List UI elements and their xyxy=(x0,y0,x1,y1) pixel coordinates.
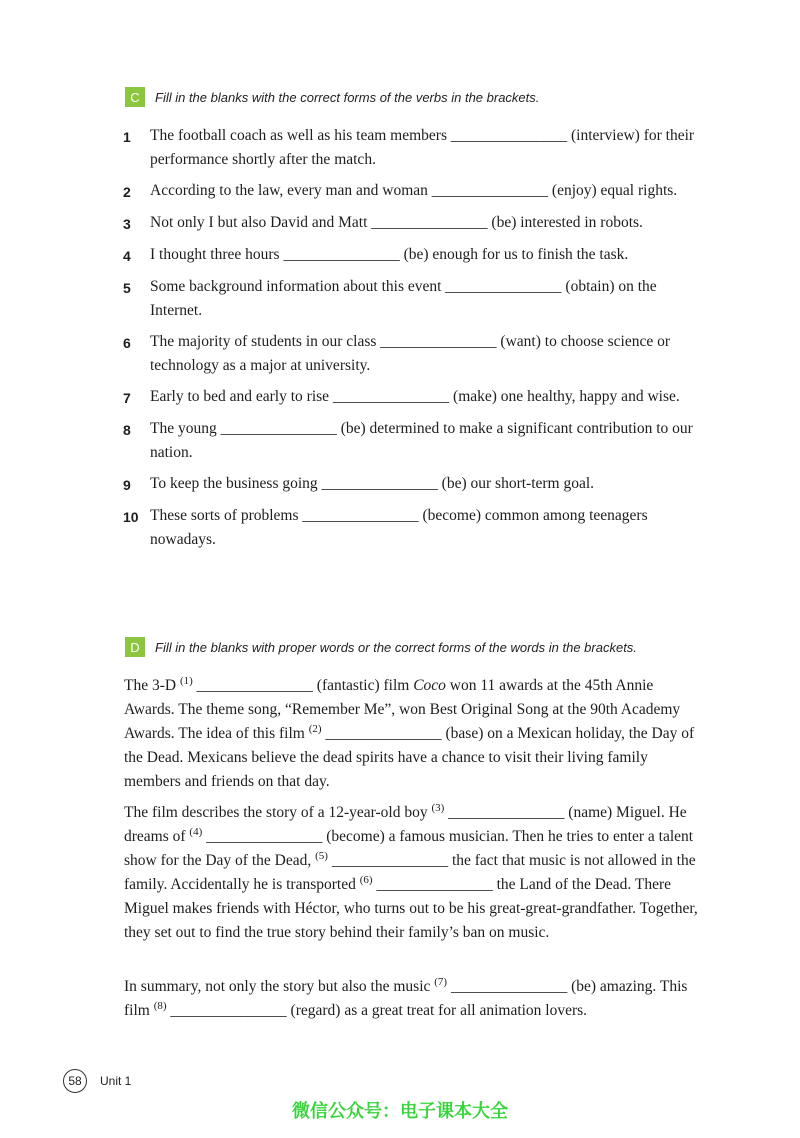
blank-marker: (7) xyxy=(434,976,448,988)
watermark-text: 微信公众号：电子课本大全 xyxy=(292,1101,508,1122)
item-number: 9 xyxy=(123,477,131,493)
section-c-exercise-list xyxy=(123,124,703,559)
exercise-item xyxy=(123,330,703,378)
exercise-item xyxy=(123,504,703,552)
item-number: 8 xyxy=(123,422,131,438)
page-number: 58 xyxy=(63,1069,87,1093)
item-text: These sorts of problems _______________ (become) common among teenagers nowadays. xyxy=(150,507,648,548)
item-number: 5 xyxy=(123,280,131,296)
blank-marker: (5) xyxy=(315,850,328,862)
section-d-header xyxy=(125,637,637,657)
item-number: 4 xyxy=(123,248,131,264)
blank-marker: (3) xyxy=(431,802,445,814)
exercise-item xyxy=(123,385,703,410)
exercise-item xyxy=(123,124,703,172)
item-text: The football coach as well as his team members _______________ (interview) for their performance shortly after the match. xyxy=(150,127,695,168)
blank-marker: (2) xyxy=(308,723,322,735)
exercise-item xyxy=(123,179,703,204)
exercise-item xyxy=(123,275,703,323)
exercise-item xyxy=(123,417,703,465)
section-c-badge: C xyxy=(125,87,145,107)
item-number: 10 xyxy=(123,509,139,525)
item-number: 2 xyxy=(123,184,131,200)
item-text: The majority of students in our class _______________ (want) to choose science or technology as a major at university. xyxy=(150,333,670,374)
item-text: Early to bed and early to rise _______________ (make) one healthy, happy and wise. xyxy=(150,388,680,405)
unit-label: Unit 1 xyxy=(100,1074,132,1088)
item-text: Not only I but also David and Matt _______________ (be) interested in robots. xyxy=(150,214,643,231)
item-number: 1 xyxy=(123,129,131,145)
blank-marker: (1) xyxy=(179,675,193,687)
item-text: To keep the business going _______________ (be) our short-term goal. xyxy=(150,475,595,492)
passage-paragraph-2: The film describes the story of a 12-year-old boy $^{(3)}$ _______________ (name) Miguel. He dreams of $^{(4)}$ _______________ (become) a famous musician. Then he tries to enter a talent show for the Day of the Dead, $^{(5)}$ _______________ the fact that music is not allowed in the family. Accidentally he is transported $^{(6)}$ _______________ the Land of the Dead. There Miguel makes friends with Héctor, who turns out to be his great-great-grandfather. Together, they set out to find the true story behind their family’s ban on music. xyxy=(124,802,698,941)
item-number: 6 xyxy=(123,335,131,351)
item-text: Some background information about this event _______________ (obtain) on the Internet. xyxy=(150,278,657,319)
passage-paragraph-3: In summary, not only the story but also the music $^{(7)}$ _______________ (be) amazing. This film $^{(8)}$ _______________ (regard) as a great treat for all animation lovers. xyxy=(124,976,688,1019)
blank-marker: (8) xyxy=(153,1000,167,1012)
item-number: 7 xyxy=(123,390,131,406)
film-title: Coco xyxy=(413,677,446,694)
section-d-badge: D xyxy=(125,637,145,657)
passage-paragraph-1: The 3-D $^{(1)}$ _______________ (fantastic) film Coco won 11 awards at the 45th Annie Awards. The theme song, “Remember Me”, won Best Original Song at the 90th Academy Awards. The idea of this film $^{(2)}$ _______________ (base) on a Mexican holiday, the Day of the Dead. Mexicans believe the dead spirits have a chance to visit their living family members and friends on that day. xyxy=(124,675,695,790)
item-text: I thought three hours _______________ (be) enough for us to finish the task. xyxy=(150,246,629,263)
item-text: According to the law, every man and woman _______________ (enjoy) equal rights. xyxy=(150,182,678,199)
blank-marker: (4) xyxy=(189,826,203,838)
blank-marker: (6) xyxy=(359,874,373,886)
exercise-item xyxy=(123,472,703,497)
exercise-item xyxy=(123,243,703,268)
item-text: The young _______________ (be) determined to make a significant contribution to our nation. xyxy=(150,420,693,461)
item-number: 3 xyxy=(123,216,131,232)
section-d-instruction: Fill in the blanks with proper words or the correct forms of the words in the brackets. xyxy=(155,639,637,655)
exercise-item xyxy=(123,211,703,236)
section-c-header xyxy=(125,87,539,107)
section-c-instruction: Fill in the blanks with the correct forms of the verbs in the brackets. xyxy=(155,89,540,105)
